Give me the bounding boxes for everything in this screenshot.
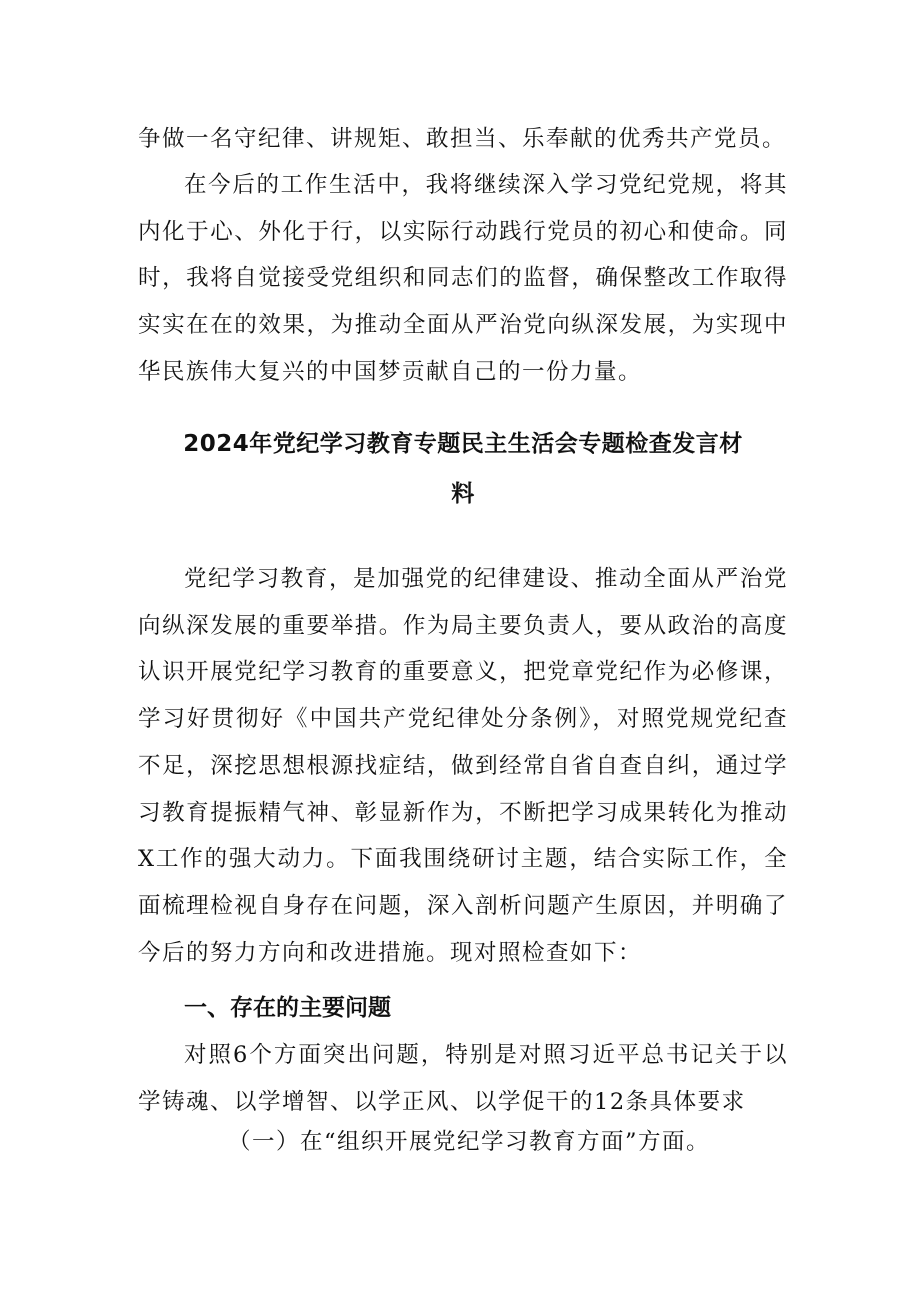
document-title-line-2: 料	[451, 481, 475, 507]
body-paragraph: 党纪学习教育，是加强党的纪律建设、推动全面从严治党向纵深发展的重要举措。作为局主要负责人，要从政治的高度认识开展党纪学习教育的重要意义，把党章党纪作为必修课，学习好贯彻好《中国共产党纪律处分条例》，对照党规党纪查不足，深挖思想根源找症结，做到经常自省自查自纠，通过学习教育提振精气神、彰显新作为，不断把学习成果转化为推动X工作的强大动力。下面我围绕研讨主题，结合实际工作，全面梳理检视自身存在问题，深入剖析问题产生原因，并明确了今后的努力方向和改进措施。现对照检查如下：	[138, 566, 788, 966]
subsection-heading: （一）在“组织开展党纪学习教育方面”方面。	[228, 1129, 711, 1155]
document-title-line-1: 2024年党纪学习教育专题民主生活会专题检查发言材	[183, 431, 743, 457]
section-paragraph: 对照6个方面突出问题，特别是对照习近平总书记关于以学铸魂、以学增智、以学正风、以学促干的12条具体要求	[138, 1042, 788, 1115]
intro-continuation-line: 争做一名守纪律、讲规矩、敢担当、乐奉献的优秀共产党员。	[138, 126, 787, 152]
intro-paragraph: 在今后的工作生活中，我将继续深入学习党纪党规，将其内化于心、外化于行，以实际行动践行党员的初心和使命。同时，我将自觉接受党组织和同志们的监督，确保整改工作取得实实在在的效果，为推动全面从严治党向纵深发展，为实现中华民族伟大复兴的中国梦贡献自己的一份力量。	[138, 172, 788, 385]
section-heading: 一、存在的主要问题	[184, 995, 391, 1021]
